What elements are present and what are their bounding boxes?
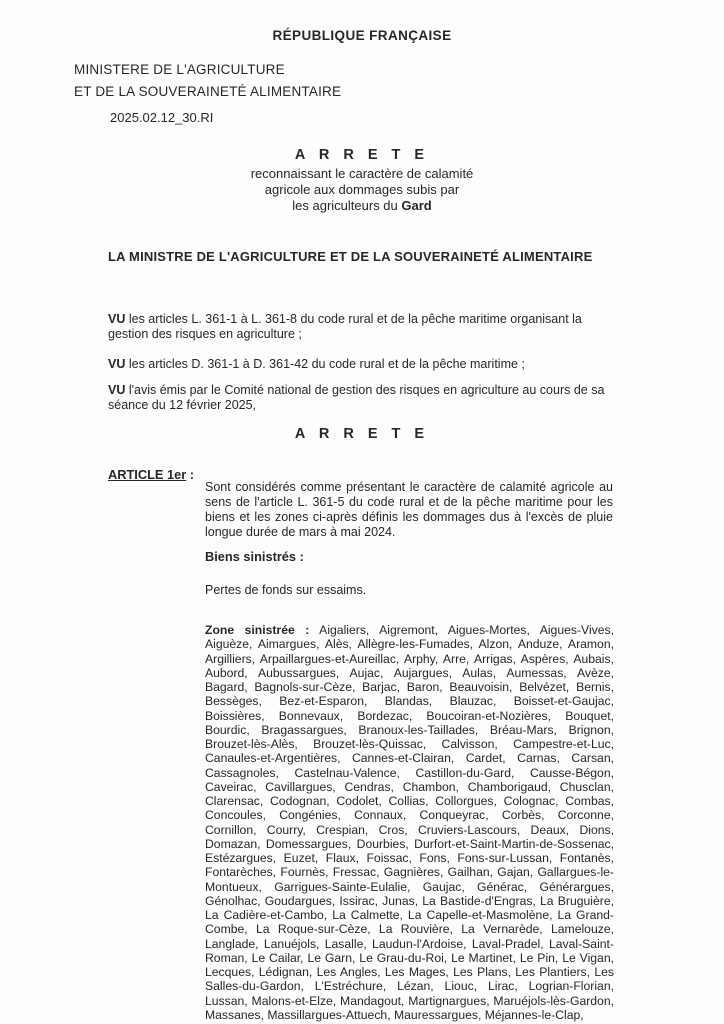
vu-clause-3 xyxy=(108,383,612,414)
ministry-line-2: ET DE LA SOUVERAINETÉ ALIMENTAIRE xyxy=(74,84,342,99)
document-reference-number: 2025.02.12_30.RI xyxy=(110,110,214,125)
biens-sinistres-label: Biens sinistrés : xyxy=(205,549,304,564)
minister-heading: LA MINISTRE DE L'AGRICULTURE ET DE LA SOUVERAINETÉ ALIMENTAIRE xyxy=(108,249,593,264)
vu-clause-2 xyxy=(108,357,612,373)
vu-clause-3-text: l'avis émis par le Comité national de gestion des risques en agriculture au cours de sa séance du 12 février 2025, xyxy=(108,382,605,412)
zone-sinistree-paragraph xyxy=(205,623,614,1022)
zone-sinistree-label: Zone sinistrée : xyxy=(205,623,310,638)
article-1-label xyxy=(108,467,194,482)
vu-clause-3-label: VU xyxy=(108,382,126,397)
vu-clause-1-label: VU xyxy=(108,311,126,326)
ministry-block xyxy=(74,59,341,103)
article-1-body: Sont considérés comme présentant le caractère de calamité agricole au sens de l'article L. 361-5 du code rural et de la pêche maritime pour les biens et les zones ci-après définis les dommages dus à l'excès de pluie longue durée de mars à mai 2024. xyxy=(205,479,613,540)
arrete-subtitle-line-3-text: les agriculteurs du xyxy=(292,198,402,213)
zone-sinistree-communes-list: Aigaliers, Aigremont, Aigues-Mortes, Aigues-Vives, Aiguèze, Aimargues, Alès, Allègre-les-Fumades, Alzon, Anduze, Aramon, Argilliers, Arpaillargues-et-Aureillac, Arphy, Arre, Arrigas, Aspères, Aubais, Aubord, Aubussargues, Aujac, Aujargues, Aulas, Aumessas, Avèze, Bagard, Bagnols-sur-Cèze, Barjac, Baron, Beauvoisin, Belvézet, Bernis, Bessèges, Bez-et-Esparon, Blandas, Blauzac, Boisset-et-Gaujac, Boissières, Bonnevaux, Bordezac, Boucoiran-et-Nozières, Bouquet, Bourdic, Bragassargues, Branoux-les-Taillades, Bréau-Mars, Brignon, Brouzet-lès-Alès, Brouzet-lès-Quissac, Calvisson, Campestre-et-Luc, Canaules-et-Argentières, Cannes-et-Clairan, Cardet, Carnas, Carsan, Cassagnoles, Castelnau-Valence, Castillon-du-Gard, Causse-Bégon, Caveirac, Cavillargues, Cendras, Chambon, Chamborigaud, Chusclan, Clarensac, Codognan, Codolet, Collias, Collorgues, Colognac, Combas, Concoules, Congénies, Connaux, Conqueyrac, Corbès, Corconne, Cornillon, Courry, Crespian, Cros, Cruviers-Lascours, Deaux, Dions, Domazan, Domessargues, Dourbies, Durfort-et-Saint-Martin-de-Sossenac, Estézargues, Euzet, Flaux, Foissac, Fons, Fons-sur-Lussan, Fontanès, Fontarèches, Fournès, Fressac, Gagnières, Gailhan, Gajan, Gallargues-le-Montueux, Garrigues-Sainte-Eulalie, Gaujac, Générac, Générargues, Génolhac, Goudargues, Issirac, Junas, La Bastide-d'Engras, La Bruguière, La Cadière-et-Cambo, La Calmette, La Capelle-et-Masmolène, La Grand-Combe, La Roque-sur-Cèze, La Rouvière, La Vernarède, Lamelouze, Langlade, Lanuéjols, Lasalle, Laudun-l'Ardoise, Laval-Pradel, Laval-Saint-Roman, Le Cailar, Le Garn, Le Grau-du-Roi, Le Martinet, Le Pin, Le Vigan, Lecques, Lédignan, Les Angles, Les Mages, Les Plans, Les Plantiers, Les Salles-du-Gardon, L'Estréchure, Lézan, Liouc, Lirac, Logrian-Florian, Lussan, Malons-et-Elze, Mandagout, Martignargues, Maruéjols-lès-Gardon, Massanes, Massillargues-Attuech, Mauressargues, Méjannes-le-Clap, xyxy=(205,623,615,1022)
article-1-label-colon: : xyxy=(186,467,195,482)
biens-sinistres-text: Pertes de fonds sur essaims. xyxy=(205,583,367,597)
vu-clause-1-text: les articles L. 361-1 à L. 361-8 du code rural et de la pêche maritime organisant la gestion des risques en agriculture ; xyxy=(108,311,582,341)
arrete-subtitle-line-2: agricole aux dommages subis par xyxy=(264,182,460,197)
arrete-title: A R R E T E xyxy=(294,147,430,163)
department-name: Gard xyxy=(401,198,432,213)
arrete-decision-heading: A R R E T E xyxy=(294,426,430,442)
arrete-title-block xyxy=(0,147,724,214)
vu-clause-1 xyxy=(108,312,612,343)
republic-heading: RÉPUBLIQUE FRANÇAISE xyxy=(272,28,452,43)
vu-clause-2-label: VU xyxy=(108,356,126,371)
vu-clause-2-text: les articles D. 361-1 à D. 361-42 du code rural et de la pêche maritime ; xyxy=(125,356,525,371)
article-1-label-text: ARTICLE 1er xyxy=(108,467,187,482)
arrete-subtitle-line-3 xyxy=(0,198,724,214)
arrete-subtitle-line-1: reconnaissant le caractère de calamité xyxy=(250,166,474,181)
ministry-line-1: MINISTERE DE L'AGRICULTURE xyxy=(74,62,285,77)
